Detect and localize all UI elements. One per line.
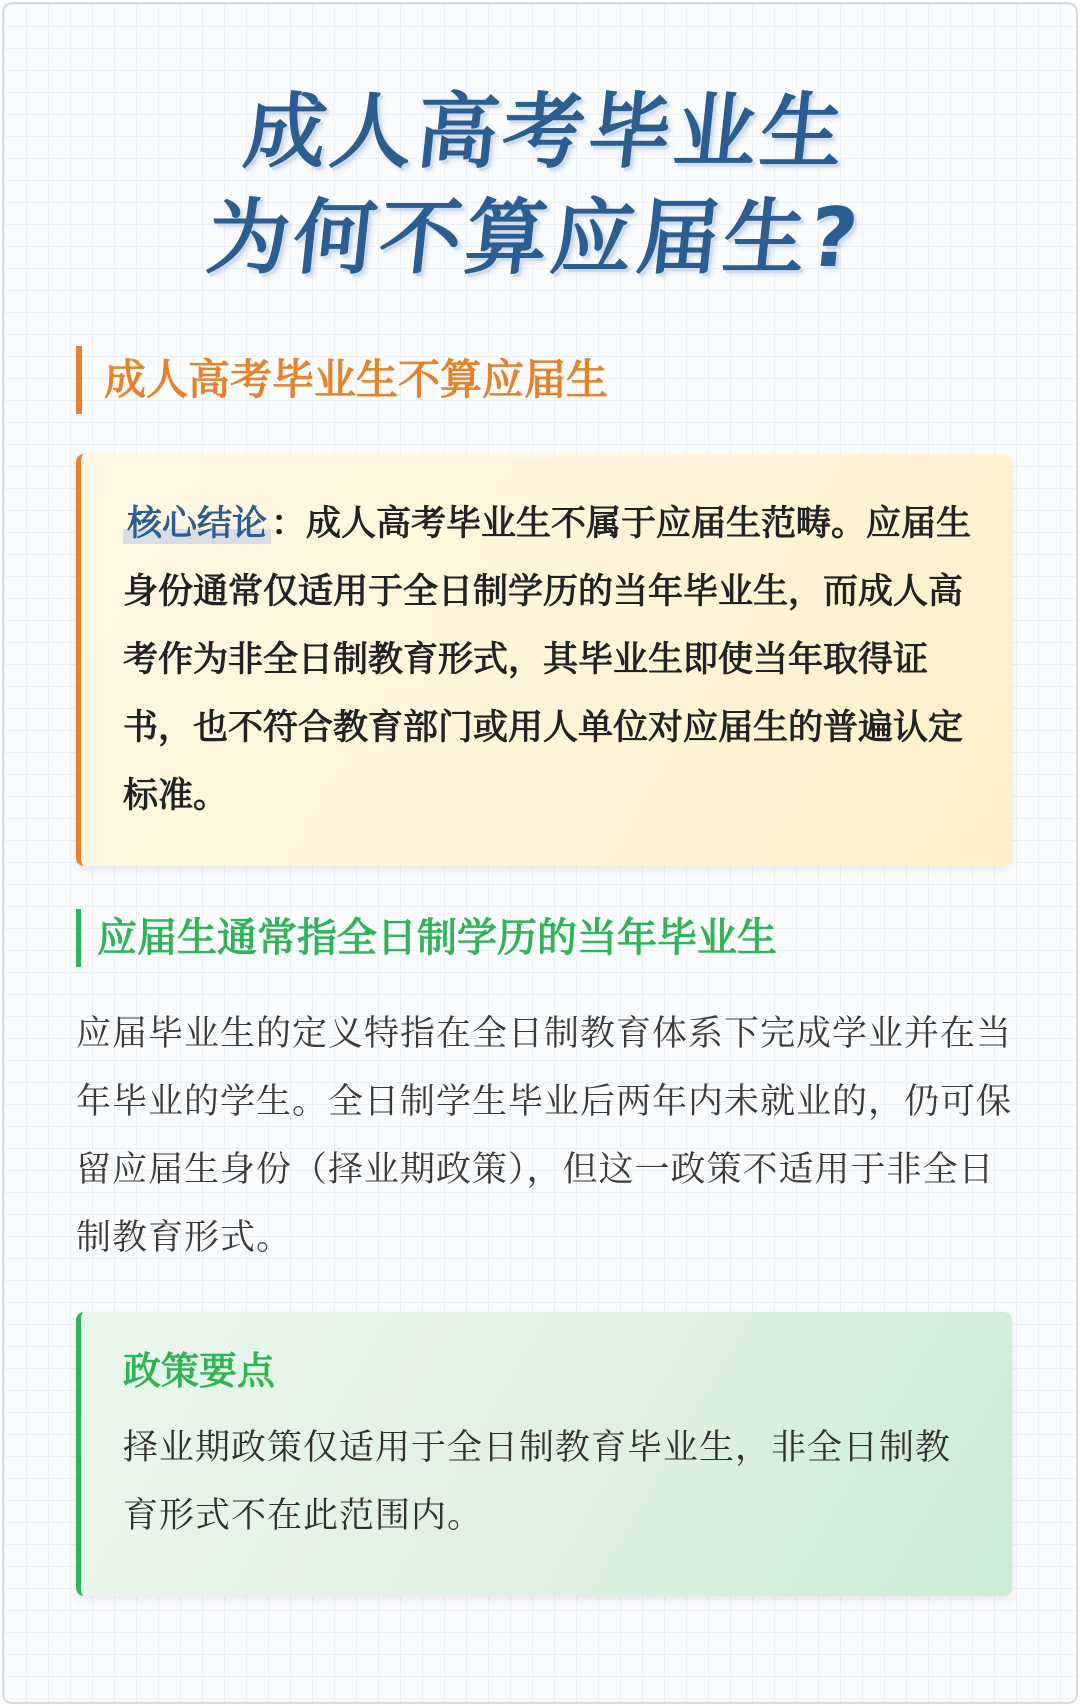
section-heading-not-fresh-graduate: 成人高考毕业生不算应届生 (76, 346, 608, 414)
page-title-line-1: 成人高考毕业生 (239, 85, 852, 180)
core-conclusion-label: 核心结论 (123, 504, 271, 544)
page-title (2, 80, 1078, 292)
core-conclusion-separator: ： (271, 504, 307, 544)
policy-points-text: 择业期政策仅适用于全日制教育毕业生，非全日制教育形式不在此范围内。 (123, 1428, 952, 1536)
section-heading-fresh-graduate-definition: 应届生通常指全日制学历的当年毕业生 (76, 909, 777, 967)
policy-points-callout (76, 1312, 1012, 1596)
infographic-page (2, 2, 1078, 1704)
core-conclusion-text-block (123, 490, 972, 830)
definition-paragraph: 应届毕业生的定义特指在全日制教育体系下完成学业并在当年毕业的学生。全日制学生毕业后两年内未就业的，仍可保留应届生身份（择业期政策），但这一政策不适用于非全日制教育形式。 (76, 1014, 1013, 1258)
core-conclusion-callout (76, 454, 1012, 866)
page-title-line-2: 为何不算应届生? (202, 191, 867, 286)
policy-points-label: 政策要点 (123, 1349, 276, 1393)
core-conclusion-text: 成人高考毕业生不属于应届生范畴。应届生身份通常仅适用于全日制学历的当年毕业生，而成人高考作为非全日制教育形式，其毕业生即使当年取得证书，也不符合教育部门或用人单位对应届生的普遍认定标准。 (123, 504, 972, 816)
